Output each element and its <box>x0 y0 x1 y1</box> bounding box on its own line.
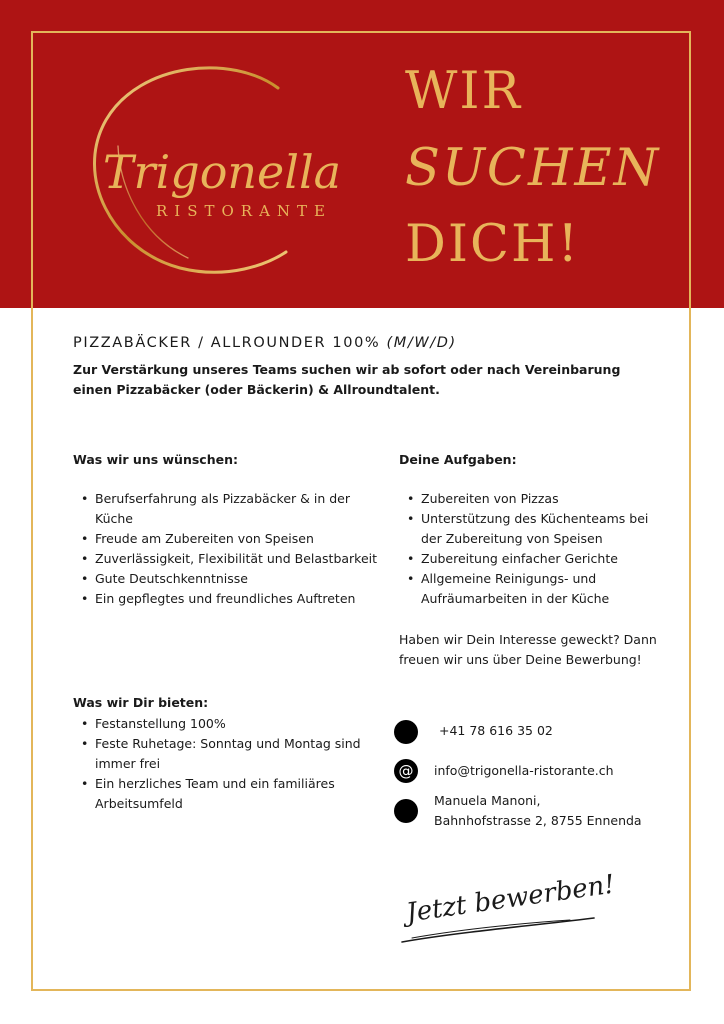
call-to-action-text: Haben wir Dein Interesse geweckt? Dann freuen wir uns über Deine Bewerbung! <box>399 632 657 667</box>
tasks-list <box>399 489 669 609</box>
list-item: • Feste Ruhetage: Sonntag und Montag sind immer frei <box>73 734 373 774</box>
svg-text:RISTORANTE: RISTORANTE <box>155 202 333 220</box>
list-item: • Zubereiten von Pizzas <box>399 489 669 509</box>
contact-address: Bahnhofstrasse 2, 8755 Ennenda <box>434 813 642 828</box>
list-item: • Festanstellung 100% <box>73 714 373 734</box>
tasks-heading: Deine Aufgaben: <box>399 452 517 467</box>
location-icon <box>394 799 418 823</box>
at-sign-glyph: @ <box>398 762 414 780</box>
phone-number[interactable]: +41 78 616 35 02 <box>439 723 553 738</box>
list-item: • Zuverlässigkeit, Flexibilität und Belastbarkeit <box>73 549 383 569</box>
wishes-list <box>73 489 383 609</box>
offers-heading: Was wir Dir bieten: <box>73 695 209 710</box>
apply-now-signature <box>398 862 638 952</box>
list-item: • Gute Deutschkenntnisse <box>73 569 383 589</box>
list-item: • Ein herzliches Team und ein familiäres Arbeitsumfeld <box>73 774 373 814</box>
contact-name: Manuela Manoni, <box>434 793 541 808</box>
at-sign-icon <box>394 759 418 783</box>
list-item: • Allgemeine Reinigungs- und Aufräumarbeiten in der Küche <box>399 569 669 609</box>
svg-text:Trigonella: Trigonella <box>102 145 342 199</box>
phone-icon <box>394 720 418 744</box>
wishes-heading: Was wir uns wünschen: <box>73 452 238 467</box>
job-title-text: PIZZABÄCKER / ALLROUNDER 100% <box>73 335 381 351</box>
list-item: • Ein gepflegtes und freundliches Auftreten <box>73 589 383 609</box>
restaurant-logo <box>82 60 352 275</box>
headline-line-3: DICH! <box>405 215 581 274</box>
job-title <box>73 335 457 351</box>
list-item: • Unterstützung des Küchenteams bei der Zubereitung von Speisen <box>399 509 669 549</box>
offers-list <box>73 714 373 814</box>
list-item: • Freude am Zubereiten von Speisen <box>73 529 383 549</box>
headline-line-2: SUCHEN <box>405 139 661 198</box>
svg-text:Jetzt bewerben!: Jetzt bewerben! <box>404 869 617 929</box>
list-item: • Zubereitung einfacher Gerichte <box>399 549 669 569</box>
job-intro: Zur Verstärkung unseres Teams suchen wir ab sofort oder nach Vereinbarung einen Pizzabäcker (oder Bäckerin) & Allroundtalent. <box>73 362 621 397</box>
email-address[interactable]: info@trigonella-ristorante.ch <box>434 763 614 778</box>
gender-note: (M/W/D) <box>386 335 457 351</box>
headline-line-1: WIR <box>405 62 522 121</box>
list-item: • Berufserfahrung als Pizzabäcker & in der Küche <box>73 489 383 529</box>
